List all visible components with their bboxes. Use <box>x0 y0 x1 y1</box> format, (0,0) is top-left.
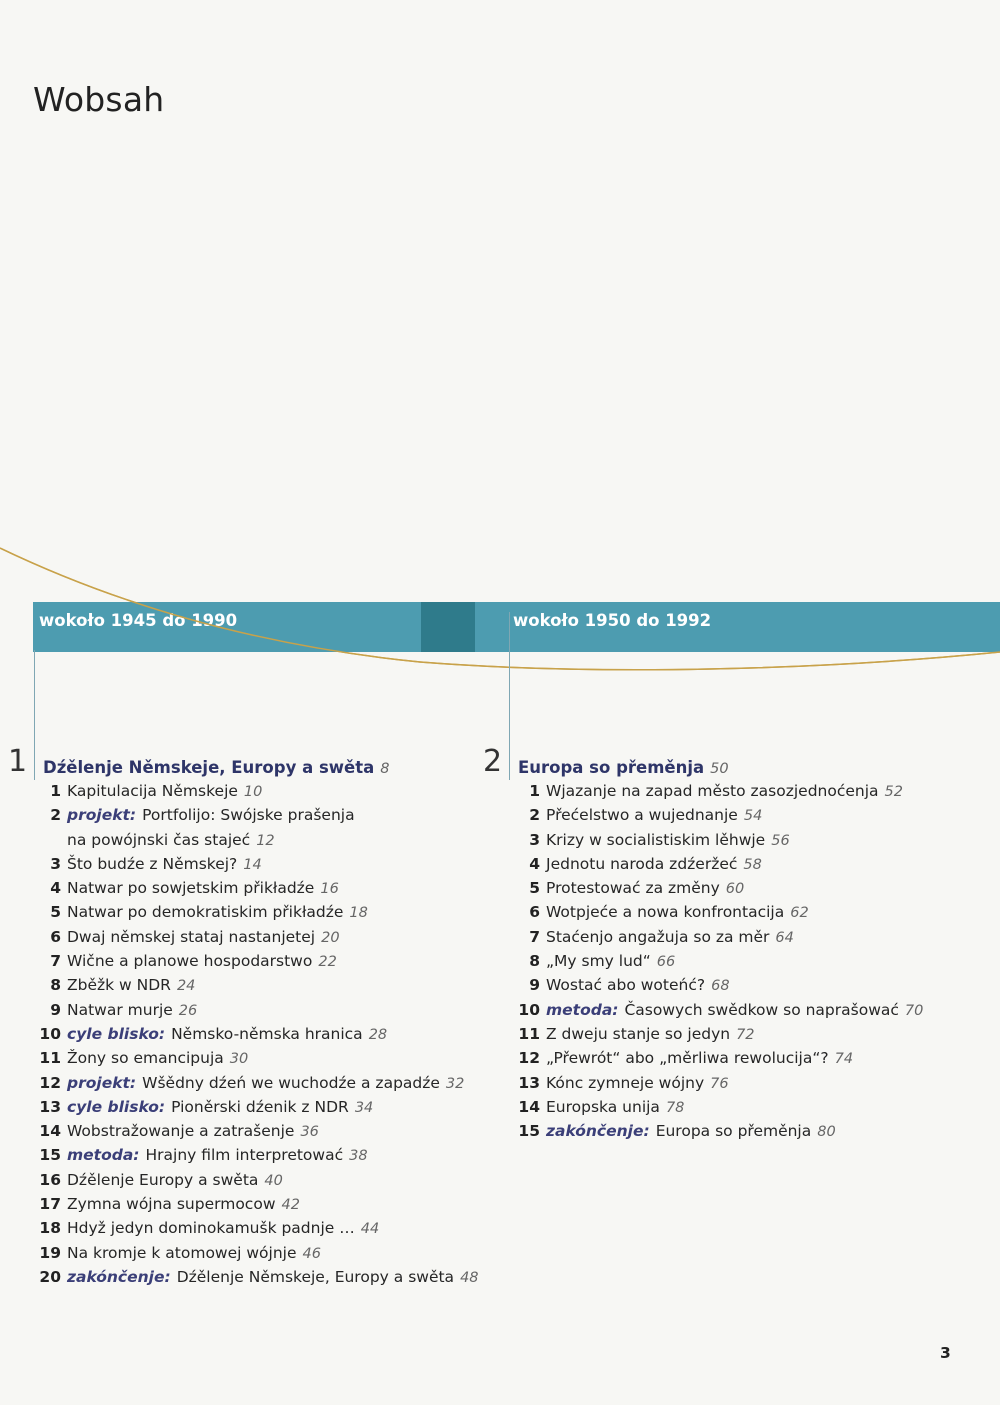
toc-entry <box>39 1095 479 1119</box>
toc-entry-number: 1 <box>50 782 61 800</box>
toc-entry-page: 22 <box>318 954 337 971</box>
toc-entry-title: na powójnski čas stajeć <box>67 830 251 849</box>
toc-entry-page: 16 <box>320 881 339 898</box>
timeline-label-left: wokoło 1945 do 1990 <box>39 611 238 630</box>
toc-entry <box>529 949 923 973</box>
toc-entry-page: 72 <box>736 1026 755 1043</box>
toc-entry-keyword: metoda: <box>546 1000 619 1019</box>
chapter2-list <box>518 779 924 1143</box>
toc-entry <box>529 803 923 827</box>
toc-entry-title: Natwar murje <box>67 1000 173 1019</box>
toc-entry-number: 8 <box>50 976 61 995</box>
toc-entry-page: 10 <box>243 784 263 800</box>
toc-entry-page: 46 <box>302 1245 321 1262</box>
toc-entry <box>529 876 923 900</box>
toc-entry-title: Jednotu naroda zdźeržeć <box>546 854 738 873</box>
toc-entry <box>529 852 923 876</box>
toc-entry-title: Zymna wójna supermocow <box>67 1195 276 1214</box>
toc-entry-number: 13 <box>39 1097 61 1116</box>
toc-entry-keyword: metoda: <box>67 1146 140 1165</box>
toc-entry-title: Kónc zymneje wójny <box>546 1073 705 1092</box>
chapter1-number: 1 <box>8 744 28 779</box>
toc-entry <box>50 973 479 997</box>
toc-entry <box>50 925 479 949</box>
toc-entry-keyword: projekt: <box>67 1073 137 1092</box>
toc-entry-page: 58 <box>743 856 762 873</box>
toc-entry-page: 26 <box>178 1002 198 1019</box>
toc-entry-page: 36 <box>300 1124 319 1141</box>
toc-entry <box>39 1216 479 1240</box>
toc-entry-number: 3 <box>50 854 61 873</box>
toc-entry-page: 76 <box>710 1075 729 1092</box>
toc-entry-number: 14 <box>518 1097 540 1116</box>
toc-entry-title: Što budźe z Němskej? <box>67 854 238 873</box>
decorative-arc-overlay <box>0 0 1000 700</box>
toc-entry <box>518 1119 923 1143</box>
toc-entry <box>518 1022 923 1046</box>
toc-entry-number: 14 <box>39 1122 61 1141</box>
toc-entry-title: Europa so přeměnja <box>655 1122 812 1141</box>
toc-entry-number: 20 <box>39 1267 61 1286</box>
toc-entry <box>518 1071 923 1095</box>
toc-entry <box>39 1168 479 1192</box>
toc-entry-page: 34 <box>354 1099 374 1116</box>
toc-entry-page: 24 <box>176 978 196 995</box>
toc-entry-keyword: zakónčenje: <box>546 1122 650 1141</box>
toc-entry-title: Zběžk w NDR <box>67 976 171 995</box>
toc-entry-number: 6 <box>529 903 540 922</box>
toc-entry-page: 38 <box>349 1148 368 1165</box>
chapter1-list <box>39 779 479 1289</box>
toc-entry-title: Přećelstwo a wujednanje <box>546 806 738 825</box>
toc-entry-title: Na kromje k atomowej wójnje <box>67 1243 297 1262</box>
toc-entry <box>39 1022 479 1046</box>
toc-entry-number: 19 <box>39 1243 61 1262</box>
toc-entry-title: „My smy lud“ <box>546 952 651 971</box>
toc-entry-title: Němsko-němska hranica <box>171 1024 363 1043</box>
toc-entry-title: Portfolijo: Swójske prašenja <box>142 806 355 825</box>
toc-entry <box>39 1192 479 1216</box>
toc-entry-page: 18 <box>349 905 368 922</box>
toc-entry-keyword: cyle blisko: <box>67 1097 166 1116</box>
chapter1-page: 8 <box>380 761 390 777</box>
toc-entry-number: 9 <box>50 1000 61 1019</box>
toc-entry-page: 52 <box>884 784 903 800</box>
toc-entry-title: Hdyž jedyn dominokamušk padnje … <box>67 1219 355 1238</box>
toc-entry-page: 68 <box>711 978 730 995</box>
toc-entry-title: Wjazanje na zapad město zasozjednoćenja <box>546 782 879 800</box>
toc-entry <box>67 828 479 852</box>
toc-entry-number: 7 <box>529 927 540 946</box>
toc-entry <box>39 1241 479 1265</box>
toc-entry-page: 64 <box>775 929 794 946</box>
toc-entry <box>50 900 479 924</box>
toc-entry-title: Wotpjeće a nowa konfrontacija <box>546 903 785 922</box>
toc-entry-page: 60 <box>725 881 745 898</box>
toc-entry <box>50 998 479 1022</box>
toc-entry-title: Wobstražowanje a zatrašenje <box>67 1122 295 1141</box>
toc-entry-number: 3 <box>529 830 540 849</box>
toc-entry-number: 4 <box>529 854 540 873</box>
toc-entry <box>529 925 923 949</box>
toc-entry-title: Staćenjo angažuja so za měr <box>546 927 770 946</box>
toc-entry <box>50 779 479 803</box>
toc-entry-title: Z dweju stanje so jedyn <box>546 1024 731 1043</box>
chapter2-guide-line <box>509 612 510 780</box>
toc-entry <box>518 1095 923 1119</box>
toc-entry <box>39 1265 479 1289</box>
toc-entry-page: 44 <box>360 1221 380 1238</box>
timeline-label-right: wokoło 1950 do 1992 <box>513 611 712 630</box>
toc-entry-number: 11 <box>39 1049 61 1068</box>
toc-entry-page: 78 <box>665 1099 685 1116</box>
toc-entry-title: Dźělenje Europy a swěta <box>67 1170 259 1189</box>
chapter1-guide-line <box>34 650 35 780</box>
toc-entry <box>518 1046 923 1070</box>
toc-entry-page: 54 <box>743 808 763 825</box>
toc-entry-number: 16 <box>39 1170 61 1189</box>
toc-entry-page: 62 <box>790 905 809 922</box>
toc-entry <box>39 1071 479 1095</box>
toc-entry <box>529 828 923 852</box>
toc-entry-page: 28 <box>368 1026 388 1043</box>
toc-entry-title: Natwar po demokratiskim přikładźe <box>67 903 344 922</box>
toc-entry-title: Časowych swědkow so naprašować <box>624 1000 899 1019</box>
toc-entry-page: 80 <box>817 1124 836 1141</box>
chapter2-number: 2 <box>483 744 503 779</box>
toc-entry-number: 1 <box>529 782 540 800</box>
toc-entry-number: 10 <box>518 1000 540 1019</box>
toc-entry-number: 9 <box>529 976 540 995</box>
chapter1-title: Dźělenje Němskeje, Europy a swěta <box>43 758 375 777</box>
page-title: Wobsah <box>33 80 165 119</box>
toc-entry-title: Kapitulacija Němskeje <box>67 782 238 800</box>
toc-entry-page: 48 <box>460 1269 479 1286</box>
toc-entry-page: 56 <box>771 832 790 849</box>
toc-entry-title: Europska unija <box>546 1097 660 1116</box>
toc-entry <box>50 803 479 827</box>
toc-entry <box>518 998 924 1022</box>
toc-entry-page: 74 <box>834 1051 854 1068</box>
toc-entry <box>50 876 479 900</box>
toc-entry-title: Krizy w socialistiskim lěhwje <box>546 830 766 849</box>
toc-entry-page: 70 <box>904 1002 924 1019</box>
chapter1-title-row <box>43 758 389 777</box>
toc-entry <box>529 900 923 924</box>
toc-entry-number: 2 <box>50 806 61 825</box>
toc-entry-number: 7 <box>50 952 61 971</box>
toc-entry-number: 18 <box>39 1219 61 1238</box>
toc-entry-keyword: projekt: <box>67 806 137 825</box>
toc-entry-number: 10 <box>39 1024 61 1043</box>
toc-entry-page: 66 <box>656 954 676 971</box>
toc-entry-title: Dźělenje Němskeje, Europy a swěta <box>176 1267 455 1286</box>
toc-entry-title: Žony so emancipuja <box>67 1049 224 1068</box>
chapter2-page: 50 <box>710 761 729 777</box>
toc-entry <box>529 779 923 803</box>
toc-entry-title: Protestować za změny <box>546 879 720 898</box>
toc-entry-title: Pioněrski dźenik z NDR <box>171 1097 349 1116</box>
toc-entry <box>39 1046 479 1070</box>
toc-entry-keyword: zakónčenje: <box>67 1267 171 1286</box>
toc-entry-page: 20 <box>321 929 340 946</box>
toc-entry-keyword: cyle blisko: <box>67 1024 166 1043</box>
toc-entry <box>50 949 479 973</box>
toc-entry <box>529 973 923 997</box>
toc-entry-number: 13 <box>518 1073 540 1092</box>
toc-entry <box>50 852 479 876</box>
toc-entry-page: 40 <box>264 1172 283 1189</box>
page-number: 3 <box>940 1344 951 1362</box>
toc-entry-page: 30 <box>229 1051 249 1068</box>
toc-entry-page: 42 <box>281 1197 300 1214</box>
toc-entry-number: 5 <box>50 903 61 922</box>
toc-entry-page: 14 <box>243 856 262 873</box>
toc-entry-number: 6 <box>50 927 61 946</box>
toc-entry <box>39 1143 479 1167</box>
toc-entry <box>39 1119 479 1143</box>
toc-entry-number: 12 <box>39 1073 61 1092</box>
toc-entry-number: 15 <box>518 1122 540 1141</box>
toc-entry-title: Wšědny dźeń we wuchodźe a zapadźe <box>142 1073 440 1092</box>
toc-entry-number: 12 <box>518 1049 540 1068</box>
toc-entry-title: „Přewrót“ abo „měrliwa rewolucija“? <box>546 1049 829 1068</box>
toc-entry-number: 15 <box>39 1146 61 1165</box>
toc-entry-title: Natwar po sowjetskim přikładźe <box>67 879 315 898</box>
toc-entry-number: 8 <box>529 952 540 971</box>
toc-entry-title: Wične a planowe hospodarstwo <box>67 952 313 971</box>
toc-entry-number: 2 <box>529 806 540 825</box>
toc-entry-number: 5 <box>529 879 540 898</box>
toc-entry-page: 12 <box>256 832 275 849</box>
toc-entry-title: Wostać abo woteńć? <box>546 976 706 995</box>
chapter2-title: Europa so přeměnja <box>518 758 705 777</box>
toc-entry-page: 32 <box>445 1075 465 1092</box>
toc-entry-number: 11 <box>518 1024 540 1043</box>
toc-entry-number: 4 <box>50 879 61 898</box>
chapter2-title-row <box>518 758 729 777</box>
toc-entry-number: 17 <box>39 1195 61 1214</box>
toc-entry-title: Dwaj němskej stataj nastanjetej <box>67 927 316 946</box>
toc-entry-title: Hrajny film interpretować <box>145 1146 344 1165</box>
